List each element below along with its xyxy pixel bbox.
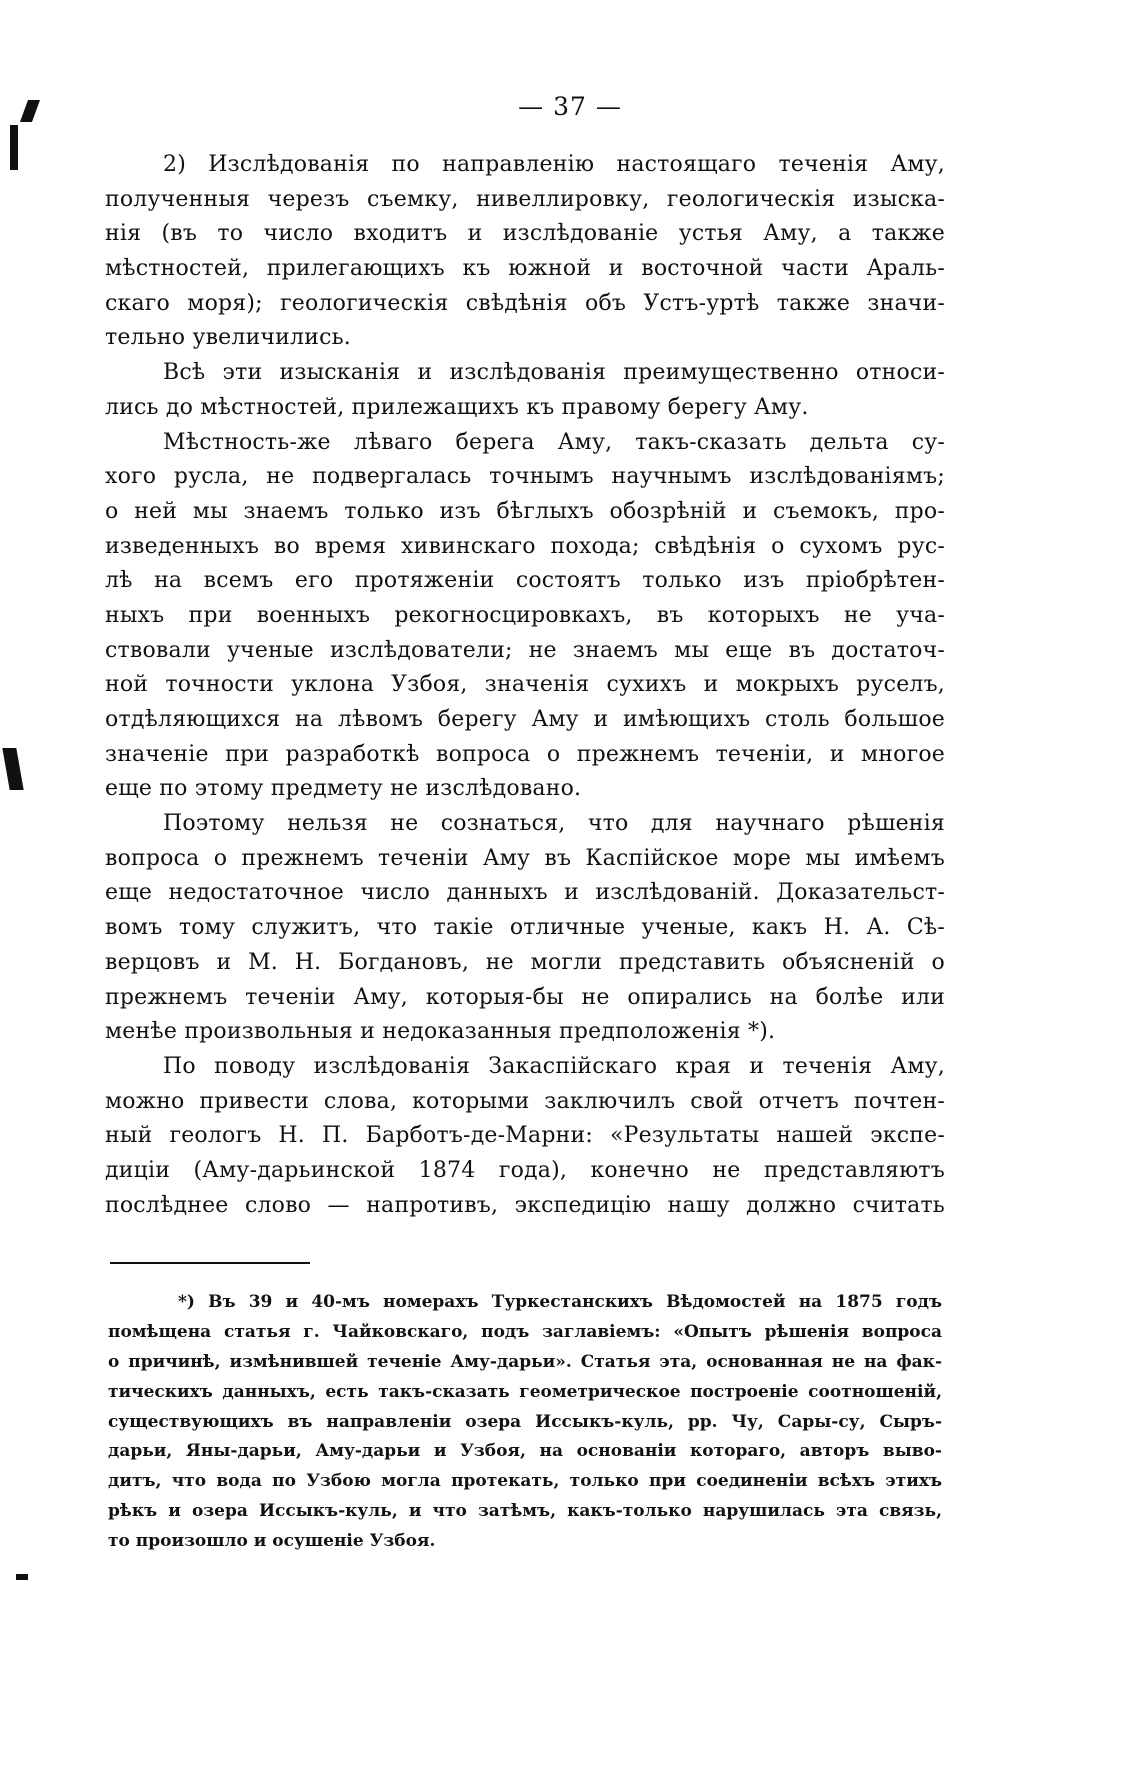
footnote-line: помѣщена статья г. Чайковскаго, подъ заглавіемъ: «Опытъ рѣшенія вопроса bbox=[108, 1321, 942, 1342]
body-line: ный геологъ Н. П. Барботъ-де-Марни: «Результаты нашей экспе- bbox=[105, 1123, 945, 1149]
body-line: полученныя черезъ съемку, нивеллировку, геологическія изыска- bbox=[105, 186, 945, 212]
body-text bbox=[105, 148, 945, 1223]
body-line: послѣднее слово — напротивъ, экспедицію нашу должно считать bbox=[105, 1192, 945, 1218]
footnote bbox=[108, 1288, 942, 1557]
body-line: нія (въ то число входитъ и изслѣдованіе устья Аму, а также bbox=[105, 221, 945, 247]
scan-mark-middle bbox=[2, 748, 23, 790]
body-line: диціи (Аму-дарьинской 1874 года), конечно не представляютъ bbox=[105, 1157, 945, 1183]
body-line: Мѣстность-же лѣваго берега Аму, такъ-сказать дельта су- bbox=[163, 429, 945, 455]
body-line: лѣ на всемъ его протяженіи состоятъ только изъ пріобрѣтен- bbox=[105, 568, 945, 594]
body-line: 2) Изслѣдованія по направленію настоящаго теченія Аму, bbox=[163, 152, 945, 177]
body-line: скаго моря); геологическія свѣдѣнія объ Устъ-уртѣ также значи- bbox=[105, 290, 945, 316]
footnote-line: дитъ, что вода по Узбою могла протекать, только при соединеніи всѣхъ этихъ bbox=[108, 1471, 942, 1492]
body-line: мѣстностей, прилегающихъ къ южной и восточной части Араль- bbox=[105, 256, 945, 282]
footnote-line: дарьи, Яны-дарьи, Аму-дарьи и Узбоя, на основаніи котораго, авторъ выво- bbox=[108, 1441, 942, 1462]
footnote-line: тическихъ данныхъ, есть такъ-сказать геометрическое построеніе соотношеній, bbox=[108, 1381, 942, 1402]
body-line: Поэтому нельзя не сознаться, что для научнаго рѣшенія bbox=[163, 811, 945, 837]
footnote-line: рѣкъ и озера Иссыкъ-куль, и что затѣмъ, какъ-только нарушилась эта связь, bbox=[108, 1501, 942, 1522]
body-line: По поводу изслѣдованія Закаспійскаго края и теченія Аму, bbox=[163, 1053, 945, 1079]
body-line: еще по этому предмету не изслѣдовано. bbox=[105, 776, 582, 802]
body-line: значеніе при разработкѣ вопроса о прежнемъ теченіи, и многое bbox=[105, 741, 945, 767]
body-line: лись до мѣстностей, прилежащихъ къ правому берегу Аму. bbox=[105, 394, 809, 420]
body-line: ныхъ при военныхъ рекогносцировкахъ, въ которыхъ не уча- bbox=[105, 602, 945, 628]
body-line: ствовали ученые изслѣдователи; не знаемъ мы еще въ достаточ- bbox=[105, 637, 945, 663]
body-line: отдѣляющихся на лѣвомъ берегу Аму и имѣющихъ столь большое bbox=[105, 707, 945, 732]
footnote-line: о причинѣ, измѣнившей теченіе Аму-дарьи». Статья эта, основанная не на фак- bbox=[108, 1351, 942, 1372]
body-line: вопроса о прежнемъ теченіи Аму въ Каспійское море мы имѣемъ bbox=[105, 845, 945, 871]
footnote-line: *) Въ 39 и 40-мъ номерахъ Туркестанскихъ Вѣдомостей на 1875 годъ bbox=[178, 1292, 942, 1312]
body-line: Всѣ эти изысканія и изслѣдованія преимущественно относи- bbox=[163, 360, 945, 386]
footnote-line: существующихъ въ направленіи озера Иссыкъ-куль, рр. Чу, Сары-су, Сыръ- bbox=[108, 1411, 942, 1432]
body-line: прежнемъ теченіи Аму, которыя-бы не опирались на болѣе или bbox=[105, 984, 945, 1010]
scan-mark-bottom bbox=[16, 1574, 28, 1580]
footnote-line: то произошло и осушеніе Узбоя. bbox=[108, 1531, 436, 1552]
body-line: можно привести слова, которыми заключилъ свой отчетъ почтен- bbox=[105, 1088, 945, 1114]
body-line: о ней мы знаемъ только изъ бѣглыхъ обозрѣній и съемокъ, про- bbox=[105, 498, 945, 524]
scan-mark-top-2 bbox=[10, 125, 18, 170]
body-line: вомъ тому служитъ, что такіе отличные ученые, какъ Н. А. Сѣ- bbox=[105, 915, 945, 941]
body-line: еще недостаточное число данныхъ и изслѣдованій. Доказательст- bbox=[105, 880, 945, 906]
page-number: — 37 — bbox=[518, 92, 622, 121]
footnote-separator bbox=[110, 1262, 310, 1264]
body-line: хого русла, не подвергалась точнымъ научнымъ изслѣдованіямъ; bbox=[105, 464, 945, 490]
body-line: верцовъ и М. Н. Богдановъ, не могли представить объясненій о bbox=[105, 949, 945, 975]
body-line: изведенныхъ во время хивинскаго похода; свѣдѣнія о сухомъ рус- bbox=[105, 533, 945, 559]
body-line: менѣе произвольныя и недоказанныя предположенія *). bbox=[105, 1019, 776, 1045]
body-line: тельно увеличились. bbox=[105, 325, 351, 351]
body-line: ной точности уклона Узбоя, значенія сухихъ и мокрыхъ руселъ, bbox=[105, 672, 945, 698]
